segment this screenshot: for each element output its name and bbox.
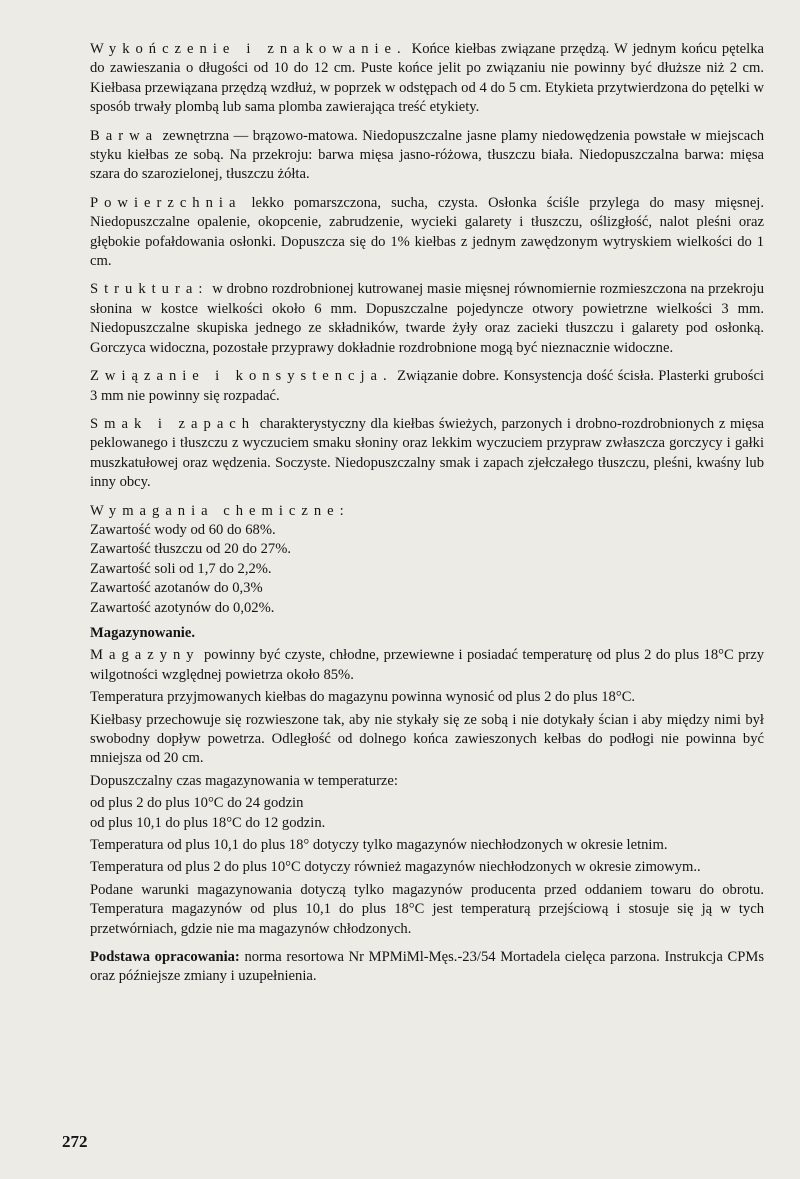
list-item: Zawartość azotynów do 0,02%. [90,599,275,616]
list-item: Zawartość soli od 1,7 do 2,2%. [90,560,272,577]
list-item: Zawartość wody od 60 do 68%. [90,521,276,538]
section-heading: Smak i zapach [90,415,256,432]
paragraph-storage-6: Temperatura od plus 2 do plus 10°C dotyczy również magazynów niechłodzonych w okresie zimowym.. [90,859,701,876]
paragraph-surface [90,194,764,272]
section-heading: Powierzchnia [90,194,242,211]
paragraph-storage-3: Kiełbasy przechowuje się rozwieszone tak, aby nie stykały się ze sobą i nie dotykały ścian i aby między nimi był swobodny dopływ powetrza. Odległość od dolnego końca zawieszonych kełbas do podłogi nie powinna być mniejsza od 20 cm. [90,711,764,767]
paragraph-text: zewnętrzna — brązowo-matowa. Niedopuszczalne jasne plamy niedowędzenia powstałe w miejscach styku kiełbas ze sobą. Na przekroju: barwa mięsa jasno-różowa, tłuszczu biała. Niedopuszczalna barwa: mięsa szara do szarozielonej, tłuszczu żółta. [90,127,764,183]
paragraph-text: Związanie dobre. Konsystencja dość ścisła. Plasterki grubości 3 mm nie powinny się rozpadać. [90,368,764,404]
paragraph-color [90,127,764,185]
section-heading: Wykończenie i znakowanie. [90,41,407,57]
paragraph-text: lekko pomarszczona, sucha, czysta. Osłonka ściśle przylega do masy mięsnej. Niedopuszczalne opalenie, okopcenie, zabrudzenie, wycieki galarety i tłuszczu, oślizgłość, nalot pleśni oraz głębokie pofałdowania osłonki. Dopuszcza się do 1% kiełbas z jednym zawędzonym wytryskiem wielkości do 1 cm. [90,194,764,270]
basis-heading: Podstawa opracowania: [90,949,240,966]
paragraph-text: powinny być czyste, chłodne, przewiewne i posiadać temperaturę od plus 2 do plus 18°C przy wilgotności względnej powietrza około 85%. [90,647,764,683]
paragraph-storage-5: Temperatura od plus 10,1 do plus 18° dotyczy tylko magazynów niechłodzonych w okresie letnim. [90,837,668,854]
paragraph-storage-4: Dopuszczalny czas magazynowania w temperaturze: [90,772,398,789]
page-number: 272 [62,1132,88,1151]
paragraph-text: w drobno rozdrobnionej kutrowanej masie mięsnej równomiernie rozmieszczona na przekroju słonina w kostce wielkości około 6 mm. Dopuszczalne pojedyncze otwory powietrzne wielkości 3 mm. Niedopuszczalne skupiska jednego ze składników, twarde żyły oraz zacieki tłuszczu i galarety pod osłonką. Gorczyca widoczna, pozostałe przyprawy dokładnie rozdrobnione mogą być nieznacznie widoczne. [90,281,764,356]
paragraph-storage-2: Temperatura przyjmowanych kiełbas do magazynu powinna wynosić od plus 2 do plus 18°C. [90,689,636,706]
section-heading: Wymagania chemiczne: [90,502,350,519]
paragraph-structure [90,280,764,358]
storage-time-1: od plus 2 do plus 10°C do 24 godzin [90,795,304,812]
section-heading: Struktura: [90,281,209,298]
list-item: Zawartość azotanów do 0,3% [90,580,263,597]
list-item: Zawartość tłuszczu od 20 do 27%. [90,541,292,558]
paragraph-finishing [90,40,764,118]
paragraph-text: Końce kiełbas związane przędzą. W jednym końcu pętelka do zawieszania o długości od 10 do 12 cm. Puste końce jelit po związaniu nie powinny być dłuższe niż 2 cm. Kiełbasa przewiązana przędzą wzdłuż, w poprzek w odstępach od 4 do 5 cm. Etykieta przytwierdzona do pętelki w sposób trwały plombą lub sama plomba zawierająca treść etykiety. [90,41,764,116]
paragraph-taste [90,415,764,493]
section-heading: Magazyny [90,647,200,664]
paragraph-text: charakterystyczny dla kiełbas świeżych, parzonych i drobno-rozdrobnionych z mięsa peklowanego i tłuszczu z wyczuciem smaku słoniny oraz lekkim wyczuciem przypraw zwłaszcza gorczycy i gałki muszkatułowej oraz wędzenia. Soczyste. Niedopuszczalny smak i zapach zjełczałego tłuszczu, pleśni, kwaśny lub inny obcy. [90,415,764,491]
storage-time-2: od plus 10,1 do plus 18°C do 12 godzin. [90,814,326,831]
section-heading: Związanie i konsystencja. [90,368,393,385]
section-heading: Barwa [90,127,159,144]
paragraph-text: norma resortowa Nr MPMiMl-Męs.-23/54 Mortadela cielęca parzona. Instrukcja CPMs oraz późniejsze zmiany i uzupełnienia. [90,949,764,985]
storage-title: Magazynowanie. [90,624,195,641]
paragraph-storage-7: Podane warunki magazynowania dotyczą tylko magazynów producenta przed oddaniem towaru do obrotu. Temperatura magazynów od plus 10,1 do plus 18°C jest temperaturą przejściową i stosuje się ją w tych przetwórniach, gdzie nie ma magazynów chłodzonych. [90,881,764,937]
paragraph-storage-1 [90,646,764,685]
paragraph-binding [90,367,764,406]
chemical-requirements [90,502,764,618]
paragraph-basis [90,948,764,987]
